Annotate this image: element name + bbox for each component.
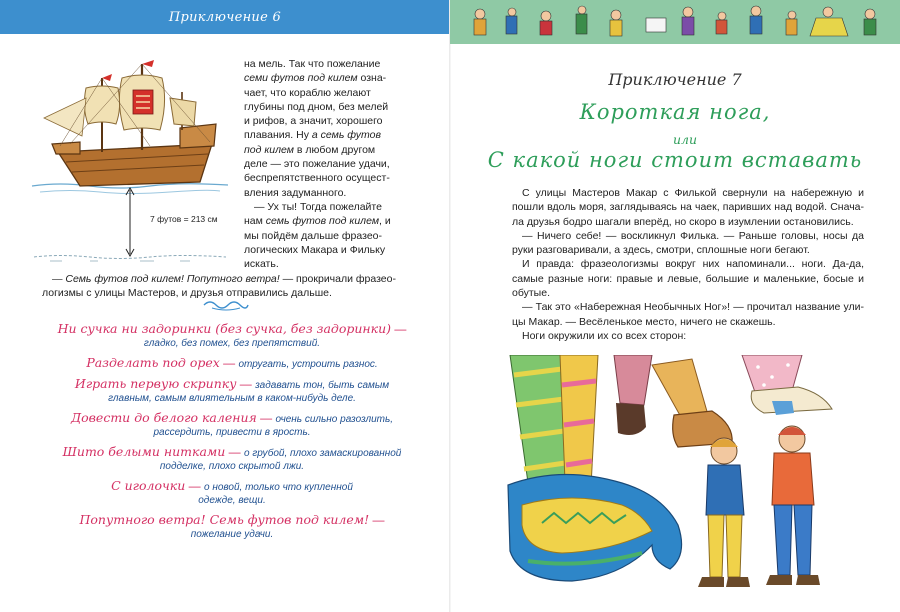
idiom-phrase: Играть первую скрипку bbox=[74, 376, 237, 391]
right-page bbox=[450, 0, 900, 612]
text-segment: озна- bbox=[357, 72, 387, 85]
idiom-definition: задавать тон, быть самым bbox=[255, 380, 390, 391]
left-column-line bbox=[244, 229, 424, 243]
ornament-divider bbox=[202, 298, 250, 312]
idiom-entry bbox=[40, 377, 424, 405]
right-body-line: Ноги окружили их со всех сторон: bbox=[522, 329, 687, 342]
idiom-phrase: Довести до белого каления bbox=[70, 410, 257, 425]
left-column-line bbox=[244, 243, 424, 257]
idiom-entry bbox=[40, 513, 424, 541]
ship-measure-label: 7 футов = 213 см bbox=[150, 214, 218, 224]
left-column-line bbox=[244, 214, 424, 228]
idiom-phrase: Попутного ветра! Семь футов под килем! bbox=[79, 512, 370, 527]
right-body-line: ла друзья бодро шагали вперёд, но скоро в изумлении остановились. bbox=[512, 215, 854, 228]
text-segment: — Ух ты! Тогда пожелайте bbox=[254, 200, 382, 213]
left-column-line bbox=[244, 86, 424, 100]
idiom-entry bbox=[40, 322, 424, 350]
text-segment: мы пойдём дальше фразео- bbox=[244, 229, 382, 242]
text-segment: в любом другом bbox=[293, 143, 376, 156]
right-body-line: пошли вдоль моря, заглядываясь на чаек, паривших над водой. Снача- bbox=[512, 201, 864, 214]
idiom-definition: рассердить, привести в ярость. bbox=[153, 427, 311, 438]
text-segment: чает, что кораблю желают bbox=[244, 86, 371, 99]
right-page-header-illustration bbox=[450, 0, 900, 44]
right-body-line: руки разговаривали, а здесь, смотри, сплошные ноги бегают. bbox=[512, 244, 810, 257]
left-column-line bbox=[244, 57, 424, 71]
right-body-line: — Так это «Набережная Необычных Ног»! — прочитал название ули- bbox=[522, 301, 864, 314]
idiom-entry bbox=[40, 411, 424, 439]
left-full-text bbox=[42, 272, 424, 301]
idiom-dash: — bbox=[369, 513, 385, 527]
idiom-dash: — bbox=[185, 479, 204, 493]
left-column-line bbox=[244, 157, 424, 171]
text-segment: деле — это пожелание удачи, bbox=[244, 158, 390, 171]
idiom-italic: семь футов под килем bbox=[265, 215, 380, 228]
left-page-header-title: Приключение 6 bbox=[168, 10, 282, 25]
chapter-title-part1: Короткая нога, bbox=[579, 100, 771, 124]
idiom-definition: о новой, только что купленной bbox=[203, 482, 353, 493]
left-page-header bbox=[0, 0, 450, 34]
right-body-line: С улицы Мастеров Макар с Филькой свернули на набережную и bbox=[522, 187, 864, 199]
right-body-line: — Ничего себе! — воскликнул Филька. — Раньше головы, носы да bbox=[522, 229, 864, 242]
idiom-definition: главным, самым влиятельным в каком-нибудь деле. bbox=[108, 393, 356, 404]
idiom-italic: под килем bbox=[244, 143, 294, 156]
idiom-entry bbox=[40, 479, 424, 507]
idiom-definition: очень сильно разозлить, bbox=[275, 414, 394, 425]
idiom-definition: гладко, без помех, без препятствий. bbox=[143, 338, 321, 349]
idioms-list bbox=[40, 322, 424, 547]
idiom-phrase: Разделать под орех bbox=[86, 355, 220, 370]
text-segment: искать. bbox=[244, 258, 279, 271]
idiom-dash: — bbox=[391, 322, 407, 336]
left-full-line2: логизмы с улицы Мастеров, и друзья отправились дальше. bbox=[42, 287, 332, 300]
idiom-phrase: Ни сучка ни задоринки (без сучка, без задоринки) bbox=[57, 321, 392, 336]
idiom-italic: а семь футов bbox=[311, 129, 381, 142]
text-segment: , и bbox=[379, 215, 391, 228]
right-body-line: обутые. bbox=[512, 287, 550, 300]
idiom-line bbox=[40, 479, 424, 494]
text-segment: логических Макара и Фильку bbox=[244, 243, 386, 256]
chapter-title-or: или bbox=[672, 132, 698, 147]
chapter-title-part2: С какой ноги стоит вставать bbox=[487, 148, 863, 172]
left-column-line bbox=[244, 114, 424, 128]
left-full-rest: — прокричали фразео- bbox=[279, 273, 396, 285]
idiom-dash: — bbox=[219, 356, 239, 370]
right-body-line: самые разные ноги: правые и левые, большие и маленькие, босые и bbox=[512, 272, 864, 285]
idiom-line bbox=[40, 426, 424, 439]
text-segment: глубины под дном, без мелей bbox=[244, 100, 389, 113]
right-body-line: цы Макар. — Весёленькое место, ничего не скажешь. bbox=[512, 315, 776, 328]
idiom-italic: семи футов под килем bbox=[244, 72, 358, 85]
idiom-line bbox=[40, 445, 424, 460]
left-column-text bbox=[244, 57, 424, 271]
idiom-dash: — bbox=[236, 377, 256, 391]
right-body-line: И правда: фразеологизмы вокруг них напоминали... ноги. Да-да, bbox=[522, 258, 864, 271]
left-column-line bbox=[244, 200, 424, 214]
idiom-definition: подделке, плохо скрытой лжи. bbox=[159, 461, 305, 472]
text-segment: на мель. Так что пожелание bbox=[244, 58, 381, 70]
idiom-line bbox=[40, 411, 424, 426]
idiom-line bbox=[40, 494, 424, 507]
text-segment: и рифов, а значит, хорошего bbox=[244, 115, 383, 128]
text-segment: вления задуманного. bbox=[244, 186, 347, 199]
left-column-line bbox=[244, 100, 424, 114]
right-body-text bbox=[512, 186, 864, 343]
left-column-line bbox=[244, 143, 424, 157]
idiom-line bbox=[40, 513, 424, 528]
feet-illustration bbox=[502, 355, 872, 605]
idiom-line bbox=[40, 460, 424, 473]
ship-illustration bbox=[30, 58, 230, 268]
idiom-phrase: Шито белыми нитками bbox=[62, 444, 226, 459]
idiom-line bbox=[40, 337, 424, 350]
idiom-phrase: С иголочки bbox=[111, 478, 186, 493]
idiom-line bbox=[40, 377, 424, 392]
left-column-line bbox=[244, 257, 424, 271]
left-column-line bbox=[244, 171, 424, 185]
idiom-definition: одежде, вещи. bbox=[198, 495, 266, 506]
left-column-line bbox=[244, 128, 424, 142]
text-segment: беспрепятственного осущест- bbox=[244, 172, 390, 185]
idiom-entry bbox=[40, 445, 424, 473]
idiom-line bbox=[40, 356, 424, 371]
chapter-label: Приключение 7 bbox=[608, 70, 742, 89]
idiom-line bbox=[40, 528, 424, 541]
idiom-line bbox=[40, 322, 424, 337]
text-segment: плавания. Ну bbox=[244, 129, 312, 142]
left-column-line bbox=[244, 186, 424, 200]
idiom-dash: — bbox=[225, 445, 244, 459]
idiom-definition: отругать, устроить разнос. bbox=[238, 359, 378, 370]
idiom-dash: — bbox=[256, 411, 276, 425]
idiom-definition: пожелание удачи. bbox=[190, 529, 274, 540]
idiom-entry bbox=[40, 356, 424, 371]
idiom-definition: о грубой, плохо замаскированной bbox=[244, 448, 402, 459]
left-column-line bbox=[244, 71, 424, 85]
text-segment: нам bbox=[244, 215, 266, 228]
idiom-line bbox=[40, 392, 424, 405]
left-full-italic: — Семь футов под килем! Попутного ветра! bbox=[52, 273, 280, 285]
